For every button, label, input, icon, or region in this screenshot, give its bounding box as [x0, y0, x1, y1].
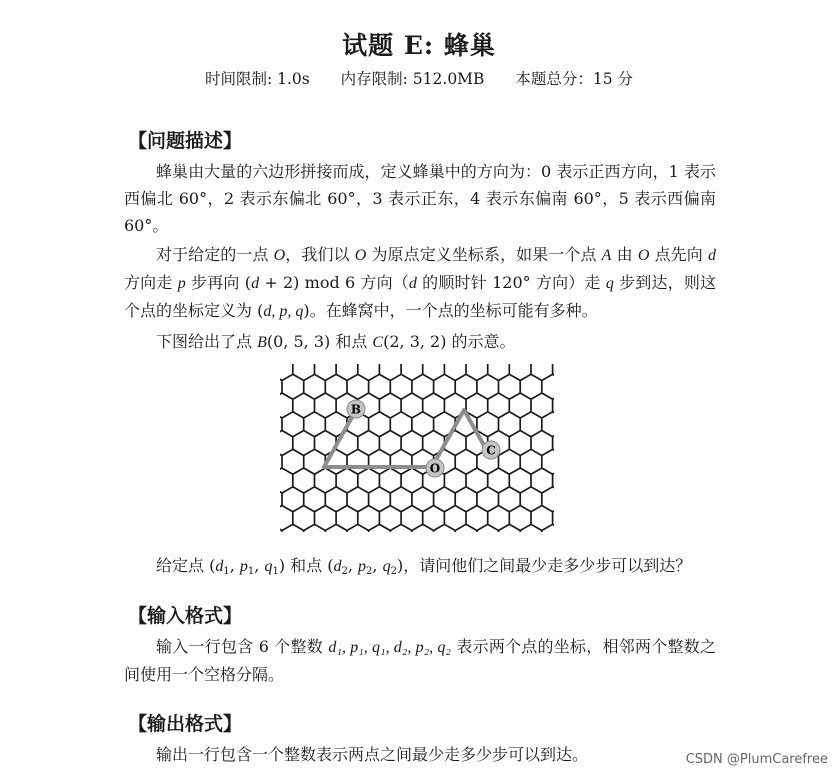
path-to-C [432, 410, 486, 467]
hex-cells [280, 364, 554, 532]
description-paragraph-3: 下图给出了点 B(0, 5, 3) 和点 C(2, 3, 2) 的示意。 [156, 332, 516, 351]
total-score: 本题总分：15 分 [515, 70, 634, 88]
path-to-B [324, 410, 432, 467]
point-B-label: B [350, 402, 362, 417]
description-heading: 【问题描述】 [128, 130, 243, 152]
input-heading: 【输入格式】 [128, 605, 243, 627]
description-paragraph-1: 蜂巢由大量的六边形拼接而成，定义蜂巢中的方向为：0 表示正西方向，1 表示西偏北 60°，2 表示东偏北 60°，3 表示正东，4 表示东偏南 60°，5 表示西偏南 60°。 [124, 162, 716, 235]
memory-limit: 内存限制: 512.0MB [340, 70, 485, 88]
description-paragraph-4: 给定点 ($d_1$, $p_1$, $q_1$) 和点 ($d_2$, $p_2$, $q_2$)，请问他们之间最少走多少步可以到达？ [156, 556, 692, 577]
input-paragraph: 输入一行包含 6 个整数 d₁, p₁, q₁, d₂, p₂, q₂ 表示两个点的坐标，相邻两个整数之间使用一个空格分隔。 [124, 637, 717, 684]
problem-meta [0, 67, 838, 89]
watermark: CSDN @PlumCarefree [685, 752, 828, 767]
honeycomb-figure [280, 364, 554, 532]
description-paragraph-2: 对于给定的一点 O，我们以 O 为原点定义坐标系，如果一个点 A 由 O 点先向 d 方向走 p 步再向 (d + 2) mod 6 方向（d 的顺时针 120° 方向）走 q 步到达，则这个点的坐标定义为 (d, p, q)。在蜂窝中，一个点的坐标可能有多种。 [124, 245, 716, 320]
output-paragraph: 输出一行包含一个整数表示两点之间最少走多少步可以到达。 [156, 745, 589, 764]
hex-grid [280, 364, 554, 532]
point-C-label: C [486, 443, 496, 458]
origin-O-label: O [429, 461, 441, 476]
time-limit: 时间限制: 1.0s [204, 70, 310, 88]
problem-title: 试题 E: 蜂巢 [342, 31, 496, 60]
output-heading: 【输出格式】 [128, 713, 243, 735]
